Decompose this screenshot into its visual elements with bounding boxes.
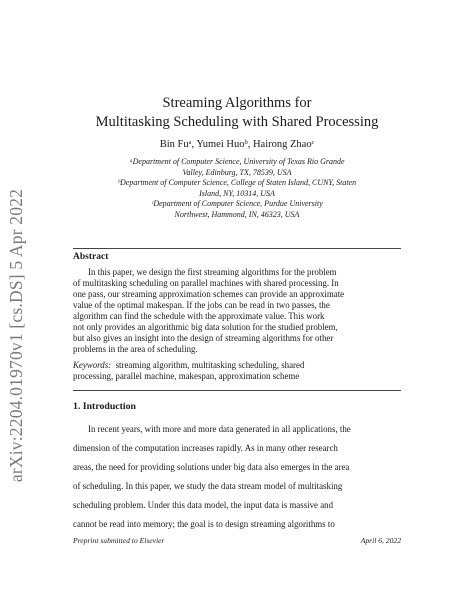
affiliation-line: ᵇDepartment of Computer Science, College of Staten Island, CUNY, Staten [117, 178, 357, 188]
affiliation-line: Valley, Edinburg, TX, 78539, USA [182, 167, 292, 177]
affiliations [95, 157, 379, 221]
keywords-text: streaming algorithm, multitasking scheduling, shared [115, 360, 305, 370]
abstract-line: algorithm can find the schedule with the approximate value. This work [73, 311, 325, 321]
abstract-line: but also gives an insight into the design of streaming algorithms for other [73, 333, 334, 343]
intro-line: of scheduling. In this paper, we study the data stream model of multitasking [73, 480, 343, 491]
keywords-line-1 [73, 360, 401, 371]
footer-preprint: Preprint submitted to Elsevier [73, 536, 165, 545]
abstract-line: of multitasking scheduling on parallel machines with shared processing. In [73, 278, 339, 288]
introduction-text [73, 420, 401, 533]
abstract-line: In this paper, we design the first streaming algorithms for the problem [88, 267, 337, 277]
arxiv-stamp [4, 150, 30, 520]
affiliation-line: Northwest, Hammond, IN, 46323, USA [174, 209, 300, 219]
abstract-line: not only provides an algorithmic big data solution for the studied problem, [73, 322, 338, 332]
affiliation-line: ᵃDepartment of Computer Science, University of Texas Rio Grande [129, 157, 345, 166]
keywords-label: Keywords: [73, 360, 112, 370]
author-list: Bin Fuᵃ, Yumei Huoᵇ, Hairong Zhaoᶜ [159, 139, 315, 150]
intro-line: dimension of the computation increases rapidly. As in many other research [73, 442, 338, 453]
section-heading: 1. Introduction [73, 401, 136, 412]
intro-line: In recent years, with more and more data generated in all applications, the [88, 424, 351, 434]
affiliation-line: ᶜDepartment of Computer Science, Purdue University [151, 199, 323, 209]
abstract-text [73, 267, 401, 355]
abstract-heading: Abstract [73, 252, 109, 262]
abstract-top-rule [73, 248, 401, 249]
intro-line: cannot be read into memory; the goal is to design streaming algorithms to [73, 518, 335, 529]
title-line-2: Multitasking Scheduling with Shared Processing [95, 114, 379, 130]
intro-line: scheduling problem. Under this data model, the input data is massive and [73, 499, 334, 510]
abstract-line: problems in the area of scheduling. [73, 344, 198, 354]
keywords-line-2: processing, parallel machine, makespan, approximation scheme [73, 371, 300, 381]
arxiv-stamp-text: arXiv:2204.01970v1 [cs.DS] 5 Apr 2022 [6, 188, 27, 482]
footer-date: April 6, 2022 [360, 536, 401, 545]
abstract-line: value of the optimal makespan. If the jobs can be read in two passes, the [73, 300, 330, 310]
title-line-1: Streaming Algorithms for [162, 95, 312, 111]
intro-line: areas, the need for providing solutions under big data also emerges in the area [73, 461, 350, 472]
keywords [73, 360, 401, 382]
paper-title [60, 94, 414, 132]
affiliation-line: Island, NY, 10314, USA [199, 188, 275, 198]
abstract-line: one pass, our streaming approximation schemes can provide an approximate [73, 289, 345, 299]
abstract-bottom-rule [73, 390, 401, 391]
